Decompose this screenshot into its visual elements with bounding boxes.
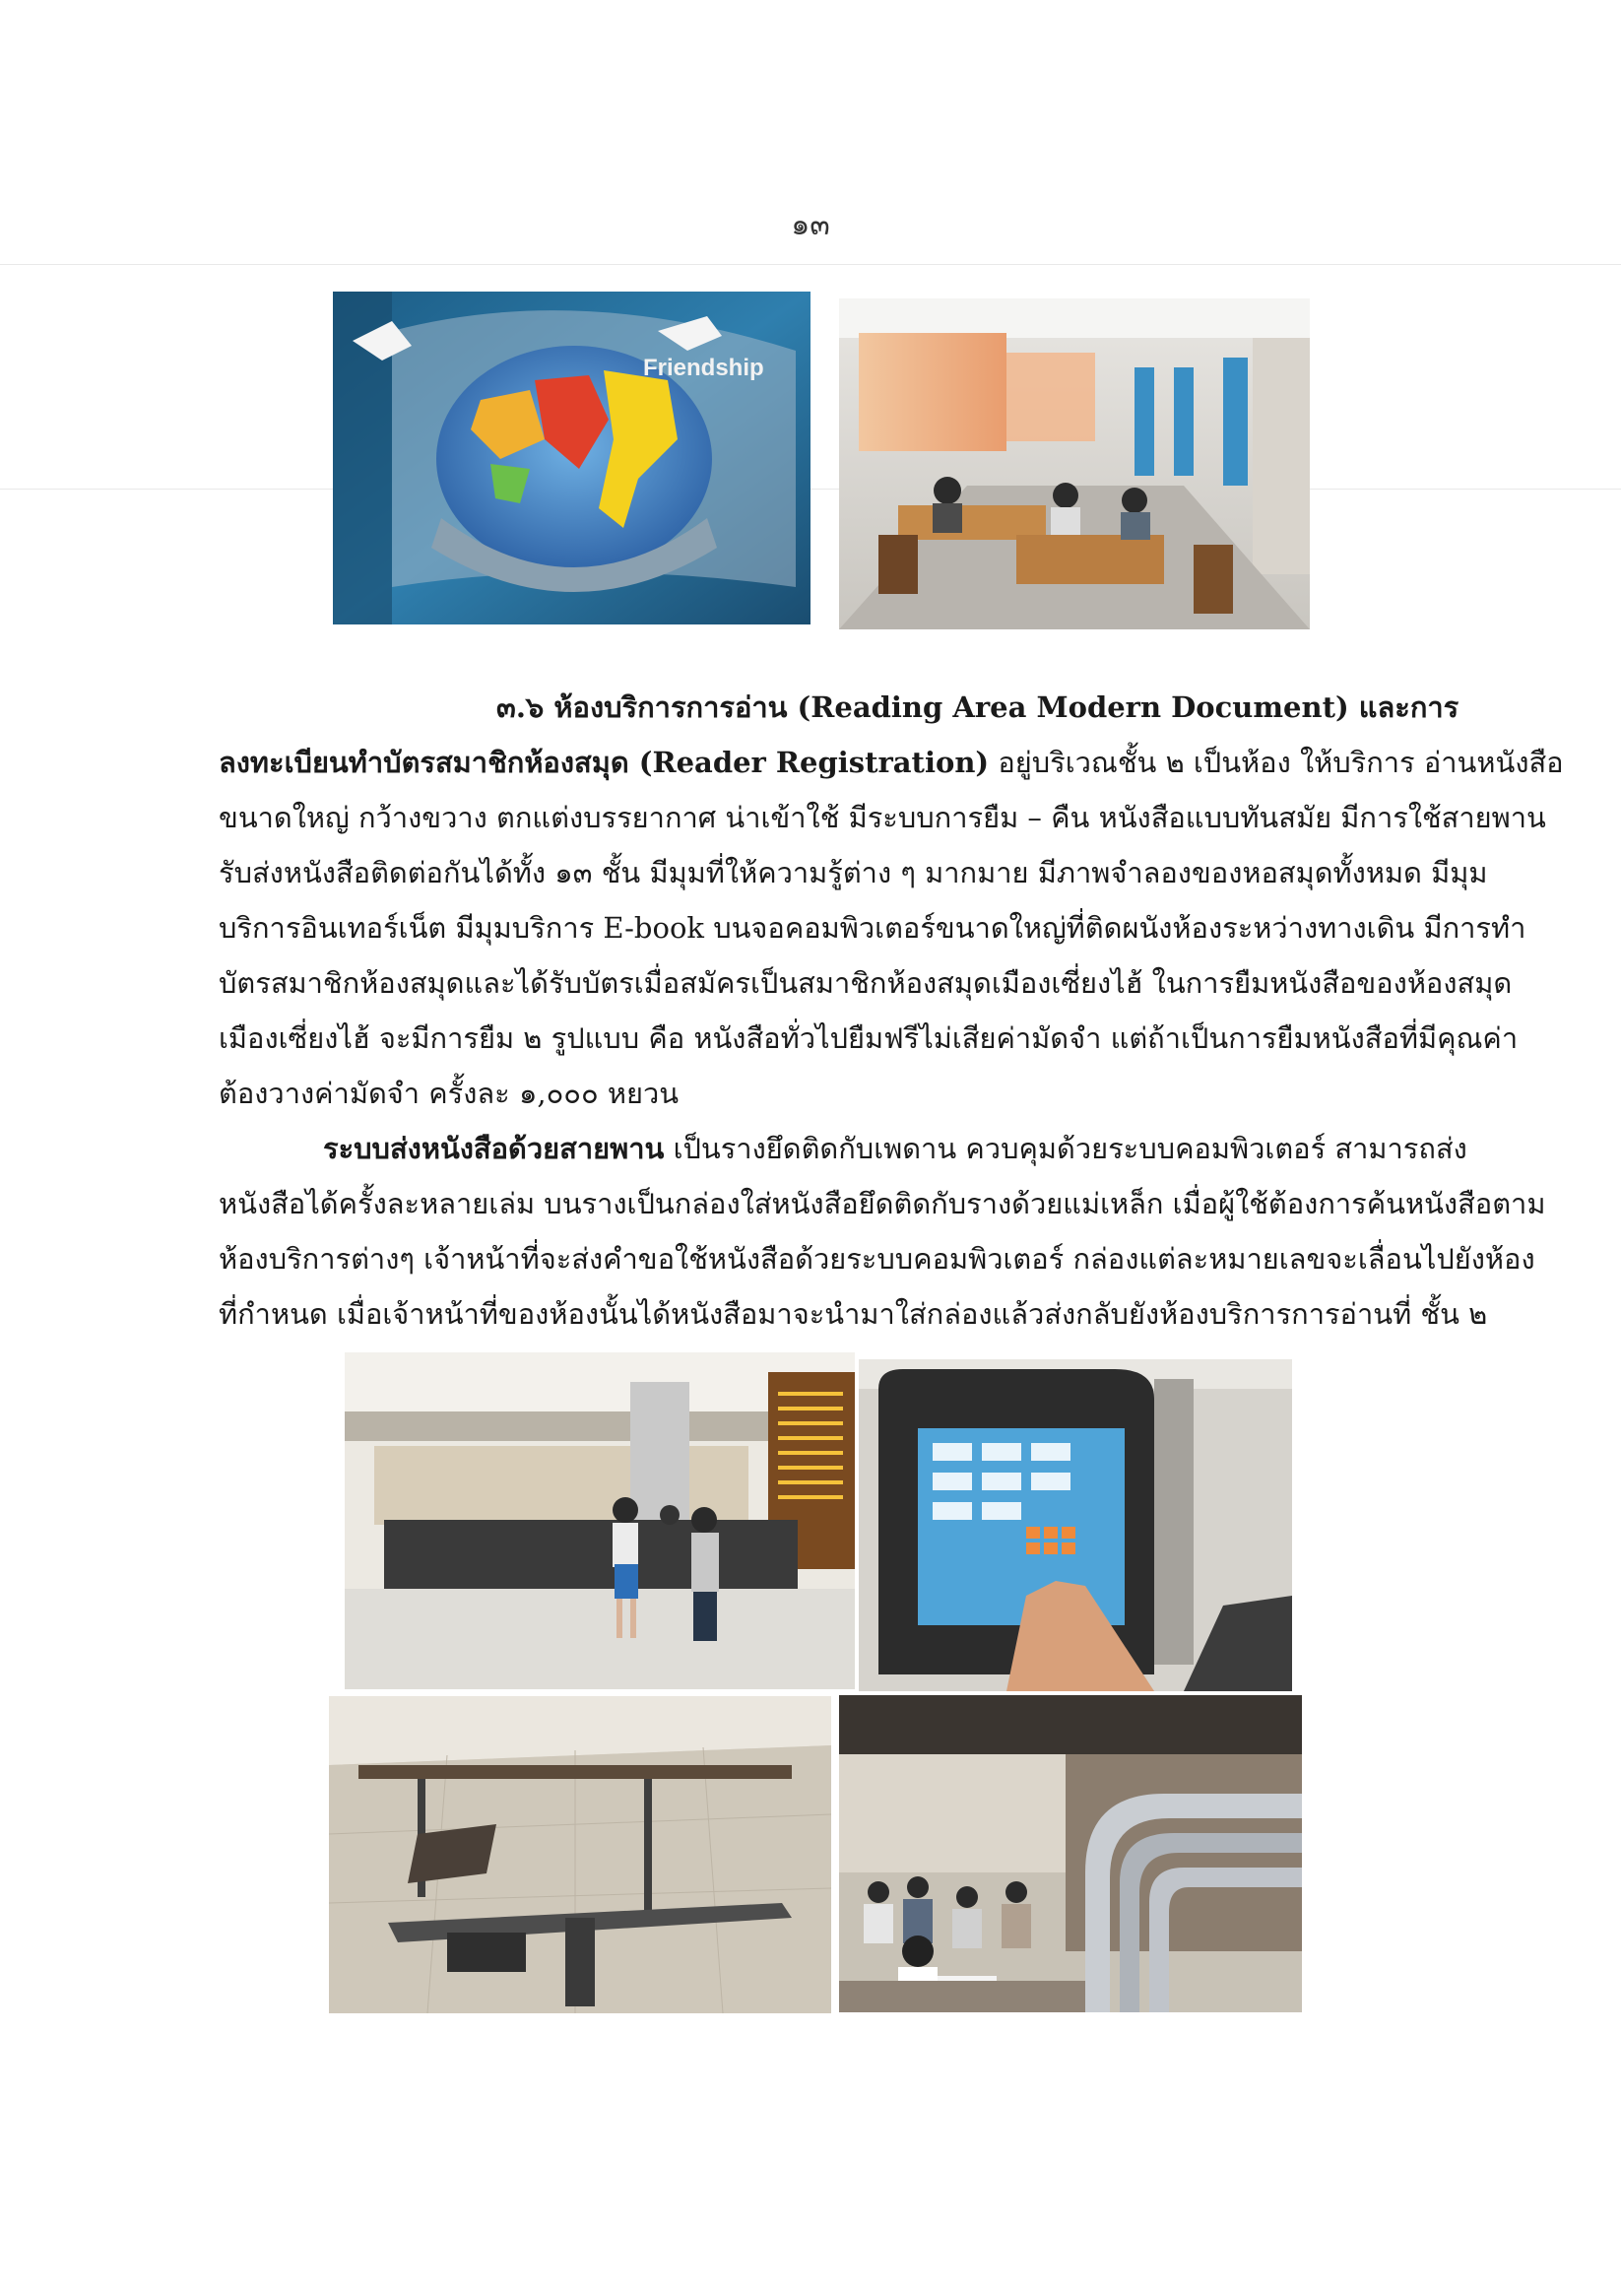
photo-ceiling-conveyor xyxy=(329,1696,831,2013)
paragraph-line: รับส่งหนังสือติดต่อกันได้ทั้ง ๑๓ ชั้น มีมุมที่ให้ความรู้ต่าง ๆ มากมาย มีภาพจำลองของหอสมุดทั้งหมด มีมุม xyxy=(219,856,1488,889)
conveyor-lead: ระบบส่งหนังสือด้วยสายพาน xyxy=(323,1132,665,1165)
paragraph-line: ขนาดใหญ่ กว้างขวาง ตกแต่งบรรยากาศ น่าเข้าใช้ มีระบบการยืม – คืน หนังสือแบบทันสมัย มีการใช้สายพาน xyxy=(219,801,1546,834)
paragraph-line: บัตรสมาชิกห้องสมุดและได้รับบัตรเมื่อสมัครเป็นสมาชิกห้องสมุดเมืองเซี่ยงไฮ้ ในการยืมหนังสือของห้องสมุด xyxy=(219,966,1513,1000)
paragraph-line: ต้องวางค่ามัดจำ ครั้งละ ๑,๐๐๐ หยวน xyxy=(219,1077,680,1110)
scan-line xyxy=(0,264,1621,265)
photo-friendship-sign xyxy=(333,292,810,624)
section-reading-area xyxy=(219,680,1564,1342)
scan-line xyxy=(0,489,1621,490)
paragraph-line: อยู่บริเวณชั้น ๒ เป็นห้อง ให้บริการ อ่านหนังสือ xyxy=(989,746,1564,779)
paragraph-line: เป็นรางยึดติดกับเพดาน ควบคุมด้วยระบบคอมพิวเตอร์ สามารถส่ง xyxy=(664,1132,1467,1165)
page-number: ๑๓ xyxy=(791,208,830,242)
section-heading: ๓.๖ ห้องบริการการอ่าน (Reading Area Modern Document) และการ xyxy=(496,690,1459,724)
photo-service-counter xyxy=(345,1352,855,1689)
paragraph-line: หนังสือได้ครั้งละหลายเล่ม บนรางเป็นกล่องใส่หนังสือยึดติดกับรางด้วยแม่เหล็ก เมื่อผู้ใช้ต้องการค้นหนังสือตาม xyxy=(219,1187,1546,1220)
photo-conveyor-pipes xyxy=(839,1695,1302,2012)
photo-reading-room xyxy=(839,298,1310,629)
sign-friendship-text: Friendship xyxy=(643,355,764,381)
section-heading-cont: ลงทะเบียนทำบัตรสมาชิกห้องสมุด (Reader Registration) xyxy=(219,746,990,779)
paragraph-line: ห้องบริการต่างๆ เจ้าหน้าที่จะส่งคำขอใช้หนังสือด้วยระบบคอมพิวเตอร์ กล่องแต่ละหมายเลขจะเลื่อนไปยังห้อง xyxy=(219,1242,1535,1276)
photo-touchscreen-kiosk xyxy=(859,1359,1292,1691)
paragraph-line: บริการอินเทอร์เน็ต มีมุมบริการ E-book บนจอคอมพิวเตอร์ขนาดใหญ่ที่ติดผนังห้องระหว่างทางเดิน มีการทำ xyxy=(219,911,1526,945)
paragraph-line: เมืองเซี่ยงไฮ้ จะมีการยืม ๒ รูปแบบ คือ หนังสือทั่วไปยืมฟรีไม่เสียค่ามัดจำ แต่ถ้าเป็นการยืมหนังสือที่มีคุณค่า xyxy=(219,1021,1519,1055)
paragraph-line: ที่กำหนด เมื่อเจ้าหน้าที่ของห้องนั้นได้หนังสือมาจะนำมาใส่กล่องแล้วส่งกลับยังห้องบริการการอ่านที่ ชั้น ๒ xyxy=(219,1297,1488,1331)
